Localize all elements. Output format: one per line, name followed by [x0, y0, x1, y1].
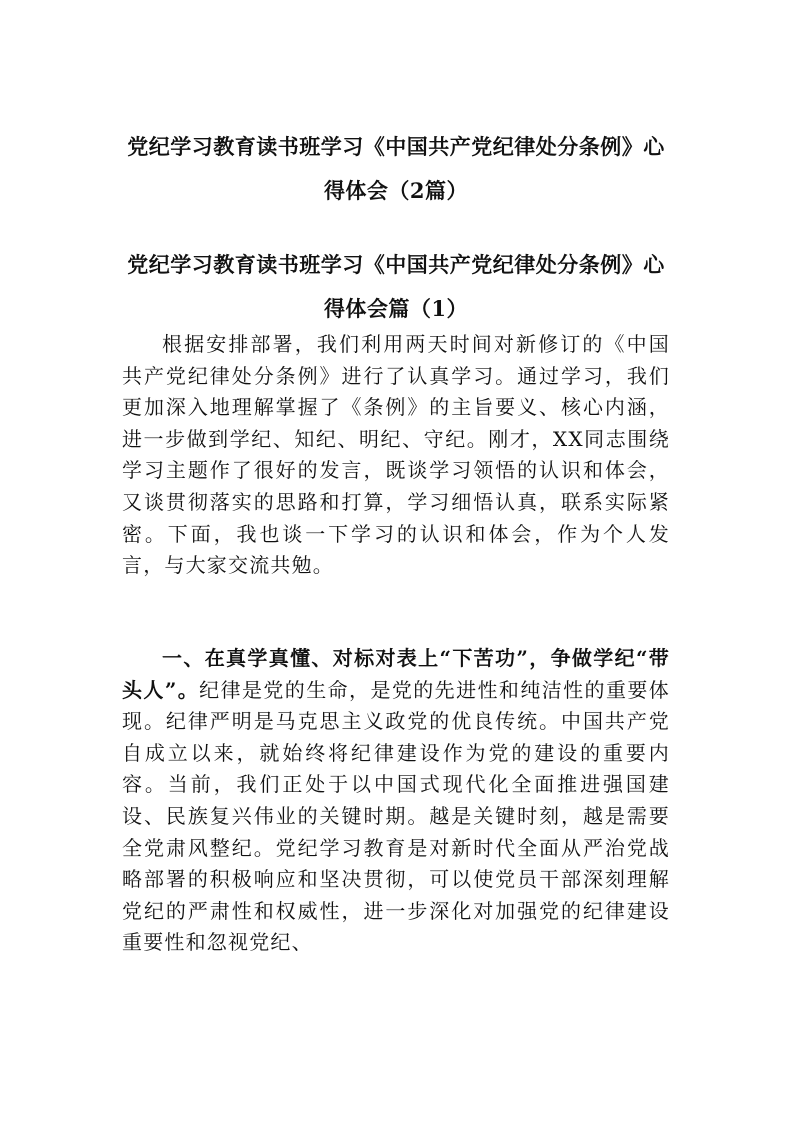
section-one-body: 纪律是党的生命，是党的先进性和纯洁性的重要体现。纪律严明是马克思主义政党的优良传统。中国共产党自成立以来，就始终将纪律建设作为党的建设的重要内容。当前，我们正处于以中国式现代化全面推进强国建设、民族复兴伟业的关键时期。越是关键时刻，越是需要全党肃风整纪。党纪学习教育是对新时代全面从严治党战略部署的积极响应和坚决贯彻，可以使党员干部深刻理解党纪的严肃性和权威性，进一步深化对加强党的纪律建设重要性和忽视党纪、	[122, 677, 670, 955]
paragraph-intro: 根据安排部署，我们利用两天时间对新修订的《中国共产党纪律处分条例》进行了认真学习。通过学习，我们更加深入地理解掌握了《条例》的主旨要义、核心内涵，进一步做到学纪、知纪、明纪、守纪。刚才，XX同志围绕学习主题作了很好的发言，既谈学习领悟的认识和体会，又谈贯彻落实的思路和打算，学习细悟认真，联系实际紧密。下面，我也谈一下学习的认识和体会，作为个人发言，与大家交流共勉。	[122, 332, 670, 578]
section-one-heading: 一、在真学真懂、对标对表上“下苦功”，争做学纪“带头人”。	[122, 646, 670, 702]
section-title: 党纪学习教育读书班学习《中国共产党纪律处分条例》心得体会篇（1）	[127, 252, 665, 321]
paragraph-section-one	[122, 643, 670, 959]
document-title: 党纪学习教育读书班学习《中国共产党纪律处分条例》心得体会（2篇）	[127, 134, 665, 203]
